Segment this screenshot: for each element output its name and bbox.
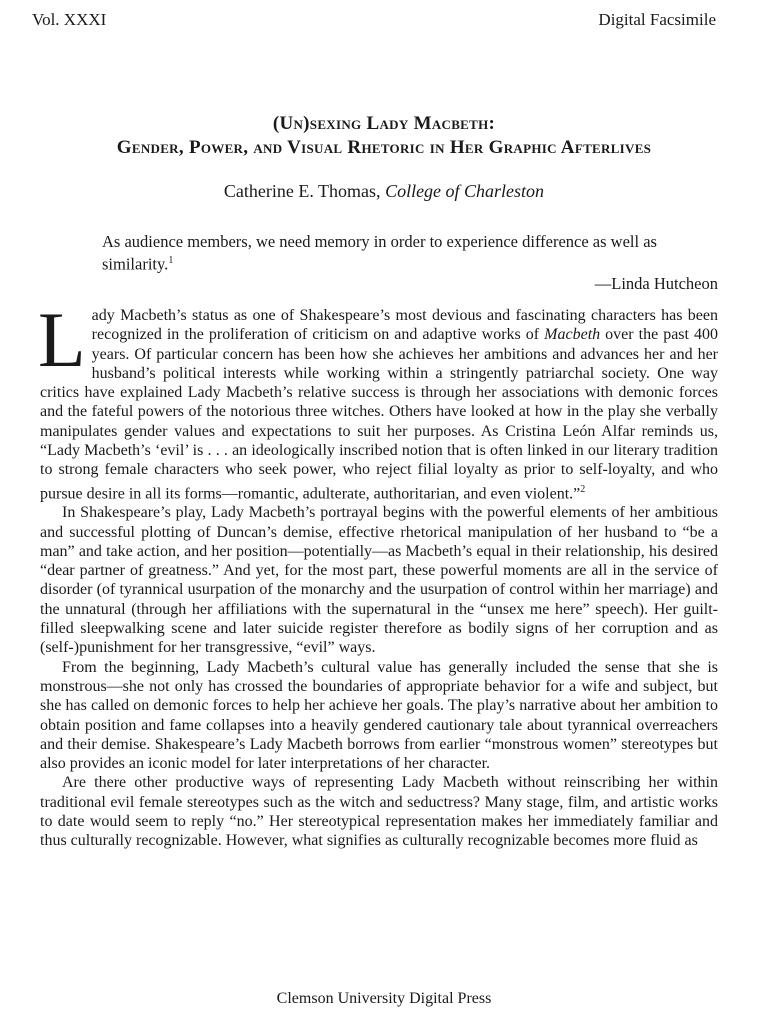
running-header-publication: Digital Facsimile [598, 10, 716, 29]
article-title [0, 112, 768, 160]
footnote-marker-1: 1 [168, 255, 174, 266]
author-affiliation: College of Charleston [385, 181, 545, 201]
paragraph-2: In Shakespeare’s play, Lady Macbeth’s portrayal begins with the powerful elements of her ambitious and successful plotting of Duncan’s demise, effective rhetorical manipulation of her husband to “be a man” and take action, and her position—potentially—as Macbeth’s equal in their relationship, his desired “dear partner of greatness.” And yet, for the most part, these powerful moments are all in the service of disorder (of tyrannical usurpation of the monarchy and the usurpation of control within her marriage) and the unnatural (through her affiliations with the supernatural in the “unsex me here” speech). Her guilt-filled sleepwalking scene and later suicide register therefore as bodily signs of her corruption and as (self-)punishment for her transgressive, “evil” ways. [40, 504, 718, 657]
title-line-1: (Un)sexing Lady Macbeth: [272, 113, 496, 134]
author-line [0, 181, 768, 202]
epigraph-quote [102, 232, 718, 274]
paragraph-1-text-b: over the past 400 years. Of particular concern has been how she achieves her ambitions and advances her and her husband’s political interests while working within a stringently patriarchal society. One way critics have explained Lady Macbeth’s relative success is through her associations with demonic forces and the fateful powers of the notorious three witches. Others have looked at how in the play she verbally manipulates gender values and expectations to suit her purposes. As Cristina León Alfar reminds us, “Lady Macbeth’s ‘evil’ is . . . an ideologically inscribed notion that is often linked in our literary tradition to strong female characters who seek power, who reject filial loyalty as prior to self-loyalty, and who pursue desire in all its forms—romantic, adulterate, authoritarian, and even violent.” [40, 326, 719, 502]
drop-cap: L [38, 296, 86, 383]
paragraph-1 [38, 296, 719, 503]
author-name: Catherine E. Thomas, [223, 181, 386, 201]
paragraph-4: Are there other productive ways of representing Lady Macbeth without reinscribing her within traditional evil female stereotypes such as the witch and seductress? Many stage, film, and artistic works to date would seem to reply “no.” Her stereotypical representation makes her immediately familiar and thus culturally recognizable. However, what signifies as culturally recognizable becomes more fluid as [40, 774, 718, 850]
epigraph [102, 232, 718, 293]
page-footer: Clemson University Digital Press [276, 990, 492, 1007]
title-line-2: Gender, Power, and Visual Rhetoric in Her Graphic Afterlives [116, 137, 652, 158]
article-body [38, 296, 719, 851]
epigraph-attribution: —Linda Hutcheon [594, 273, 718, 293]
paragraph-1-text-a: ady Macbeth’s status as one of Shakespeare’s most devious and fascinating characters has been recognized in the proliferation of criticism on and adaptive works of [91, 307, 718, 344]
running-header-volume: Vol. XXXI [32, 10, 107, 29]
paragraph-1-italic: Macbeth [544, 326, 601, 344]
footnote-marker-2: 2 [580, 483, 586, 495]
epigraph-text: As audience members, we need memory in order to experience difference as well as similarity. [102, 232, 657, 274]
paragraph-3: From the beginning, Lady Macbeth’s cultural value has generally included the sense that she is monstrous—she not only has crossed the boundaries of appropriate behavior for a wife and subject, but she has called on demonic forces to help her achieve her goals. The play’s narrative about her ambition to obtain position and fame collapses into a heavily gendered cautionary tale about tyrannical overreachers and their demise. Shakespeare’s Lady Macbeth borrows from earlier “monstrous women” stereotypes but also provides an iconic model for later interpretations of her character. [40, 658, 718, 773]
